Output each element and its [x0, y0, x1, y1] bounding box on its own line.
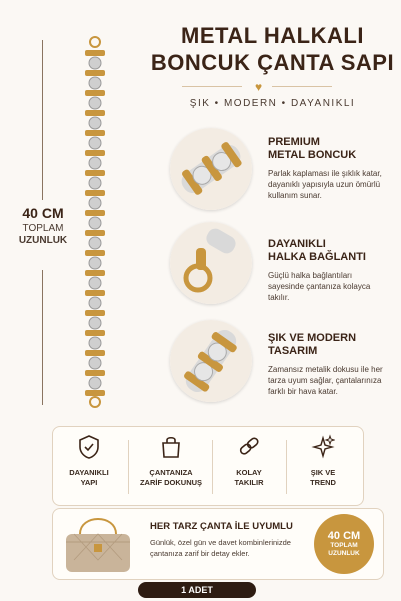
feature-3-desc: Zamansız metalik dokusu ile her tarza uyum sağlar, çantalarınıza farklı bir hava katar. [268, 365, 383, 396]
silver-bead [89, 157, 101, 169]
feature-2-desc: Güçlü halka bağlantıları sayesinde çantanıza kolayca takılır. [268, 271, 371, 302]
icon-label-2-b: ZARİF DOKUNUŞ [139, 478, 203, 487]
separator-2 [212, 440, 213, 494]
icon-item-easy [218, 434, 280, 488]
gold-spacer [85, 110, 105, 116]
chain-strap-image [78, 36, 112, 408]
gold-spacer [85, 230, 105, 236]
separator-1 [128, 440, 129, 494]
silver-bead [89, 77, 101, 89]
gold-spacer [85, 70, 105, 76]
icon-label-2-a: ÇANTANIZA [149, 468, 193, 477]
length-label-1: TOPLAM [22, 223, 64, 234]
icon-label-4-b: TREND [310, 478, 336, 487]
feature-1 [268, 136, 388, 201]
silver-bead [89, 57, 101, 69]
feature-2 [268, 238, 388, 303]
gold-spacer [85, 270, 105, 276]
compatibility-desc: Günlük, özel gün ve davet kombinlerinizde çantanıza zarif bir detay ekler. [150, 538, 291, 558]
handbag-icon [159, 434, 183, 460]
feature-image-ring [170, 222, 252, 304]
title-divider-left [182, 86, 242, 87]
silver-bead [89, 277, 101, 289]
gold-spacer [85, 190, 105, 196]
sparkle-icon [311, 434, 335, 460]
feature-1-title-1: PREMIUM [268, 136, 320, 148]
gold-spacer [85, 330, 105, 336]
tagline: ŞIK • MODERN • DAYANIKLI [189, 98, 356, 109]
icon-label-1-b: YAPI [80, 478, 98, 487]
gold-spacer [85, 350, 105, 356]
silver-bead [89, 237, 101, 249]
badge-label-1: TOPLAM [330, 542, 358, 549]
title-line-1: METAL HALKALI [181, 23, 364, 48]
handbag-image [58, 512, 138, 574]
gold-spacer [85, 310, 105, 316]
gold-spacer [85, 210, 105, 216]
page-title [150, 22, 395, 76]
length-badge [314, 514, 374, 574]
gold-spacer [85, 170, 105, 176]
gold-spacer [85, 290, 105, 296]
silver-bead [89, 317, 101, 329]
icon-label-2 [134, 468, 208, 488]
top-ring [90, 37, 100, 47]
silver-bead [89, 137, 101, 149]
icon-label-3-a: KOLAY [236, 468, 262, 477]
silver-bead [89, 337, 101, 349]
feature-3 [268, 332, 388, 397]
feature-3-title-1: ŞIK VE MODERN [268, 332, 357, 344]
feature-1-desc: Parlak kaplaması ile şıklık katar, dayanıklı yapısıyla uzun ömürlü kullanım sunar. [268, 169, 382, 200]
title-divider-right [272, 86, 332, 87]
silver-bead [89, 297, 101, 309]
icon-label-4-a: ŞIK VE [310, 468, 336, 477]
gold-spacer [85, 150, 105, 156]
ruler-top [42, 40, 43, 200]
icon-item-bag [134, 434, 208, 488]
silver-bead [89, 377, 101, 389]
badge-label-2: UZUNLUK [328, 550, 360, 557]
icon-label-1 [58, 468, 120, 488]
icon-label-4 [292, 468, 354, 488]
length-measure [8, 205, 78, 246]
feature-image-beads [170, 128, 252, 210]
length-label-2: UZUNLUK [18, 235, 68, 246]
length-value: 40 CM [22, 205, 64, 221]
gold-spacer [85, 250, 105, 256]
feature-2-title-2: HALKA BAĞLANTI [268, 251, 366, 263]
icon-item-trend [292, 434, 354, 488]
compatibility-title: HER TARZ ÇANTA İLE UYUMLU [150, 521, 293, 532]
chain-link-icon [237, 434, 261, 460]
gold-spacer [85, 50, 105, 56]
silver-bead [89, 217, 101, 229]
icon-label-3-b: TAKILIR [234, 478, 264, 487]
silver-bead [89, 357, 101, 369]
feature-2-title-1: DAYANIKLI [268, 238, 326, 250]
shield-check-icon [77, 434, 101, 460]
silver-bead [89, 257, 101, 269]
silver-bead [89, 177, 101, 189]
title-line-2: BONCUK ÇANTA SAPI [150, 50, 395, 75]
silver-bead [89, 197, 101, 209]
feature-1-title-2: METAL BONCUK [268, 149, 357, 161]
gold-spacer [85, 130, 105, 136]
feature-image-design [170, 320, 252, 402]
bottom-ring [90, 397, 100, 407]
quantity-pill: 1 ADET [138, 582, 256, 598]
badge-value: 40 CM [327, 530, 361, 542]
heart-icon: ♥ [255, 80, 263, 94]
gold-spacer [85, 390, 105, 396]
icon-item-durable [58, 434, 120, 488]
separator-3 [286, 440, 287, 494]
gold-spacer [85, 370, 105, 376]
icon-label-1-a: DAYANIKLI [69, 468, 109, 477]
feature-3-title-2: TASARIM [268, 345, 318, 357]
silver-bead [89, 97, 101, 109]
ruler-bottom [42, 270, 43, 405]
gold-spacer [85, 90, 105, 96]
icon-label-3 [218, 468, 280, 488]
silver-bead [89, 117, 101, 129]
